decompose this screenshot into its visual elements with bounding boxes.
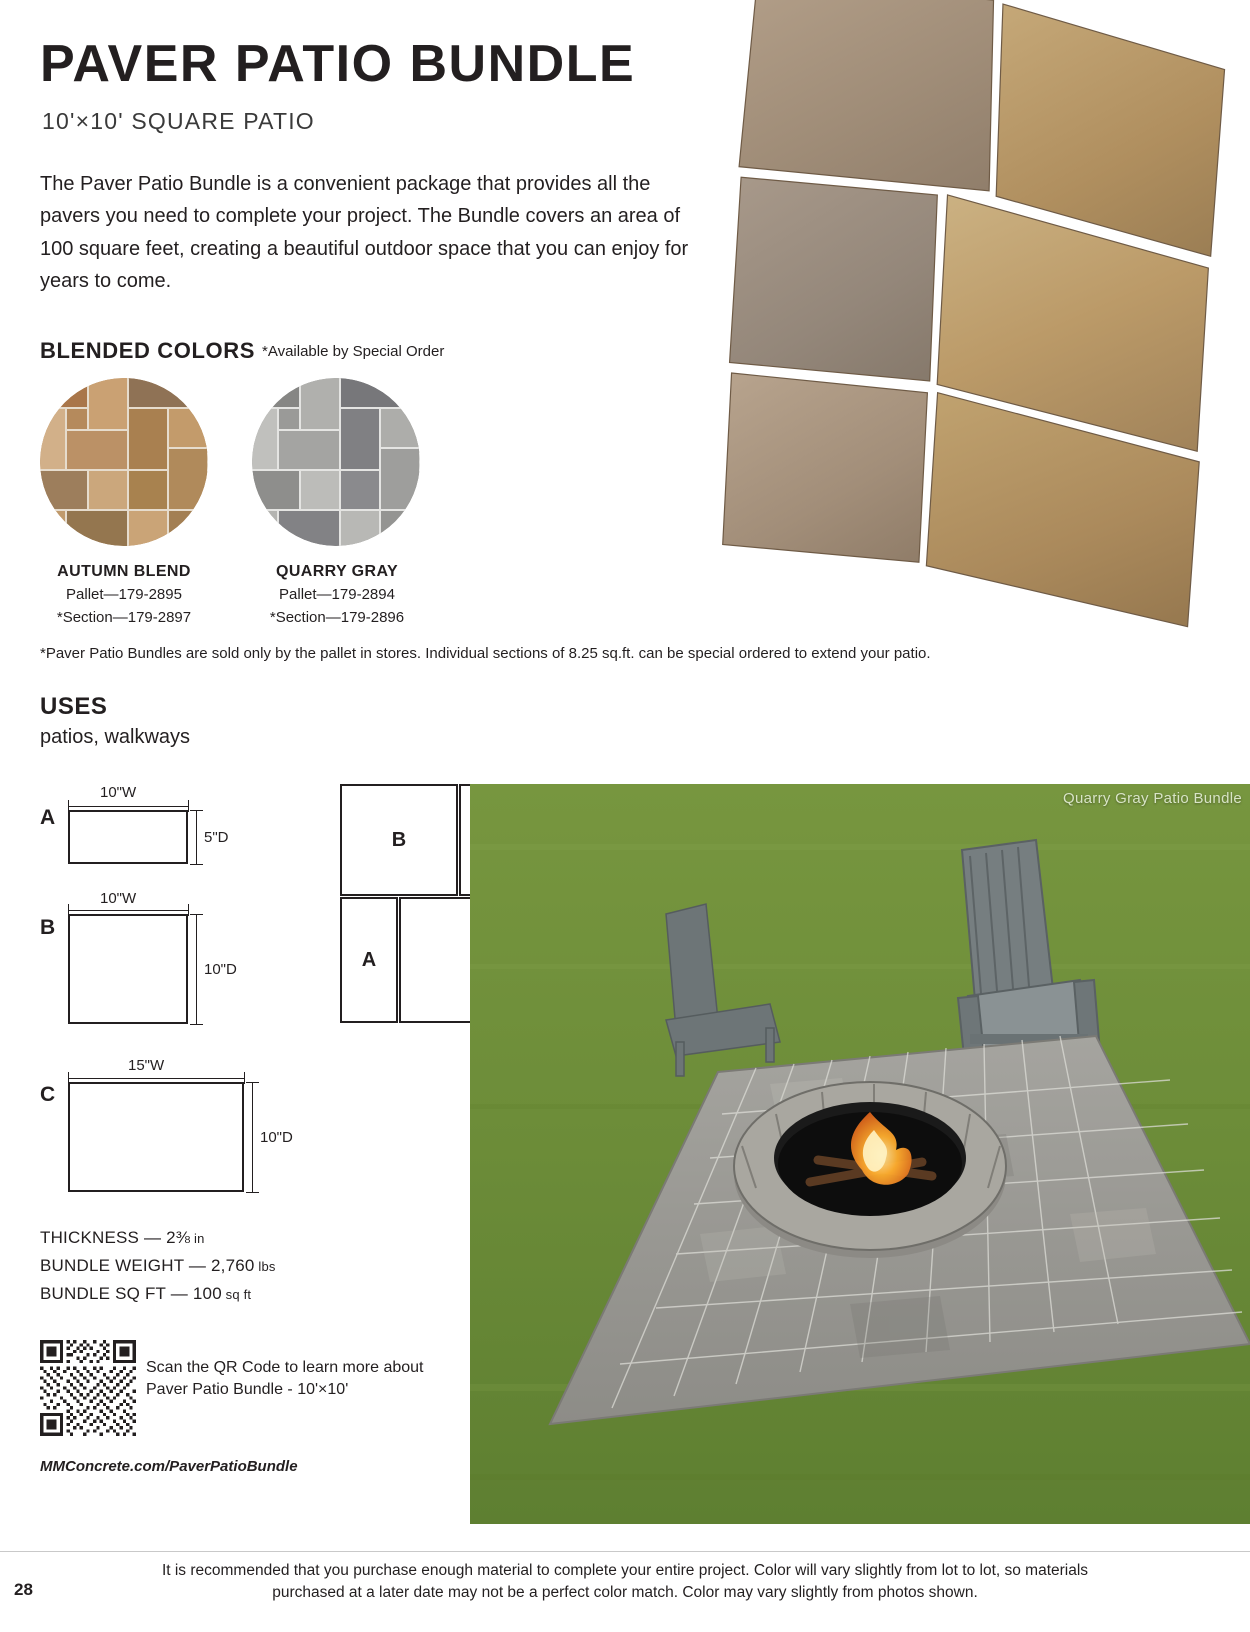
- dim-c-width-label: 15"W: [128, 1057, 165, 1074]
- dim-letter-b: B: [40, 916, 56, 939]
- pattern-piece: A: [340, 897, 398, 1023]
- dim-tick: [244, 1072, 245, 1084]
- spec-label: BUNDLE WEIGHT —: [40, 1256, 212, 1275]
- qr-instruction-text: Scan the QR Code to learn more about Paver Patio Bundle - 10'×10': [146, 1359, 424, 1399]
- page-number: 28: [14, 1580, 33, 1599]
- dim-shape-b: [68, 914, 188, 1024]
- dim-shape-a: [68, 810, 188, 864]
- patio-scene-svg: [470, 784, 1250, 1524]
- uses-heading: USES: [40, 693, 108, 720]
- spec-unit: lbs: [254, 1259, 276, 1274]
- footer-divider: [0, 1551, 1250, 1552]
- spec-unit: sq ft: [221, 1287, 252, 1302]
- dim-b-width-label: 10"W: [100, 890, 137, 907]
- dim-a-width-line: [68, 806, 188, 807]
- pallet-footnote: *Paver Patio Bundles are sold only by the pallet in stores. Individual sections of 8.25 sq.ft. can be special ordered to extend your patio.: [40, 645, 931, 662]
- dim-tick: [190, 810, 203, 811]
- patio-lifestyle-photo: [470, 784, 1250, 1524]
- scene-caption: Quarry Gray Patio Bundle: [1063, 790, 1242, 807]
- swatch-pallet-sku: Pallet—179-2895: [66, 586, 182, 603]
- paver-photo-svg: [672, 0, 1250, 660]
- spec-unit: in: [190, 1231, 205, 1246]
- dim-tick: [188, 904, 189, 916]
- page-subtitle: 10'×10' SQUARE PATIO: [42, 108, 315, 134]
- spec-value: 2,760: [211, 1256, 255, 1275]
- dim-c-depth-label: 10"D: [260, 1129, 293, 1146]
- spec-label: BUNDLE SQ FT —: [40, 1284, 193, 1303]
- dim-letter-a: A: [40, 806, 56, 829]
- blended-colors-heading: BLENDED COLORS: [40, 338, 255, 363]
- spec-label: THICKNESS —: [40, 1228, 167, 1247]
- pattern-piece: B: [340, 784, 458, 896]
- spec-value: 100: [192, 1284, 222, 1303]
- swatch-label-quarry-gray: [222, 560, 452, 629]
- dim-a-depth-line: [196, 810, 197, 864]
- spec-bundle-sqft: [40, 1284, 251, 1304]
- spec-value: 2⅜: [166, 1228, 191, 1247]
- dim-tick: [188, 800, 189, 812]
- page-title: PAVER PATIO BUNDLE: [40, 35, 636, 93]
- dim-a-width-label: 10"W: [100, 784, 137, 801]
- swatch-section-sku: *Section—179-2897: [56, 608, 192, 626]
- dim-c-width-line: [68, 1078, 244, 1079]
- dim-tick: [190, 1024, 203, 1025]
- swatch-autumn-blend: [40, 378, 208, 546]
- swatch-section-sku: *Section—179-2896: [269, 608, 405, 626]
- hero-paver-photo: [672, 0, 1250, 660]
- intro-paragraph: The Paver Patio Bundle is a convenient package that provides all the pavers you need to complete your project. The Bundle covers an area of 100 square feet, creating a beautiful outdoor space that you can enjoy for years to come.: [40, 173, 689, 293]
- dim-tick: [68, 800, 69, 812]
- qr-code[interactable]: [40, 1340, 136, 1436]
- swatch-name: AUTUMN BLEND: [57, 563, 191, 580]
- dim-b-width-line: [68, 910, 188, 911]
- uses-text: patios, walkways: [40, 726, 191, 748]
- dim-a-depth-label: 5"D: [204, 829, 229, 846]
- dim-b-depth-label: 10"D: [204, 961, 237, 978]
- footer-disclaimer: It is recommended that you purchase enough material to complete your entire project. Color will vary slightly from lot to lot, so materials purchased at a later date may not be a perfect color match. Color may vary slightly from photos shown.: [161, 1562, 1089, 1602]
- dim-letter-c: C: [40, 1083, 56, 1106]
- dim-tick: [190, 864, 203, 865]
- dim-tick: [68, 1072, 69, 1084]
- spec-bundle-weight: [40, 1256, 276, 1276]
- swatch-label-autumn-blend: [9, 560, 239, 629]
- swatch-name: QUARRY GRAY: [275, 563, 399, 580]
- dim-shape-c: [68, 1082, 244, 1192]
- dim-tick: [246, 1082, 259, 1083]
- qr-url[interactable]: MMConcrete.com/PaverPatioBundle: [40, 1458, 298, 1475]
- dim-tick: [68, 904, 69, 916]
- dim-tick: [190, 914, 203, 915]
- special-order-note: *Available by Special Order: [262, 343, 445, 360]
- swatch-quarry-gray: [252, 378, 420, 546]
- dim-b-depth-line: [196, 914, 197, 1024]
- spec-thickness: [40, 1228, 205, 1248]
- dim-tick: [246, 1192, 259, 1193]
- dim-c-depth-line: [252, 1082, 253, 1192]
- qr-code-svg: [40, 1340, 136, 1436]
- swatch-pallet-sku: Pallet—179-2894: [279, 586, 395, 603]
